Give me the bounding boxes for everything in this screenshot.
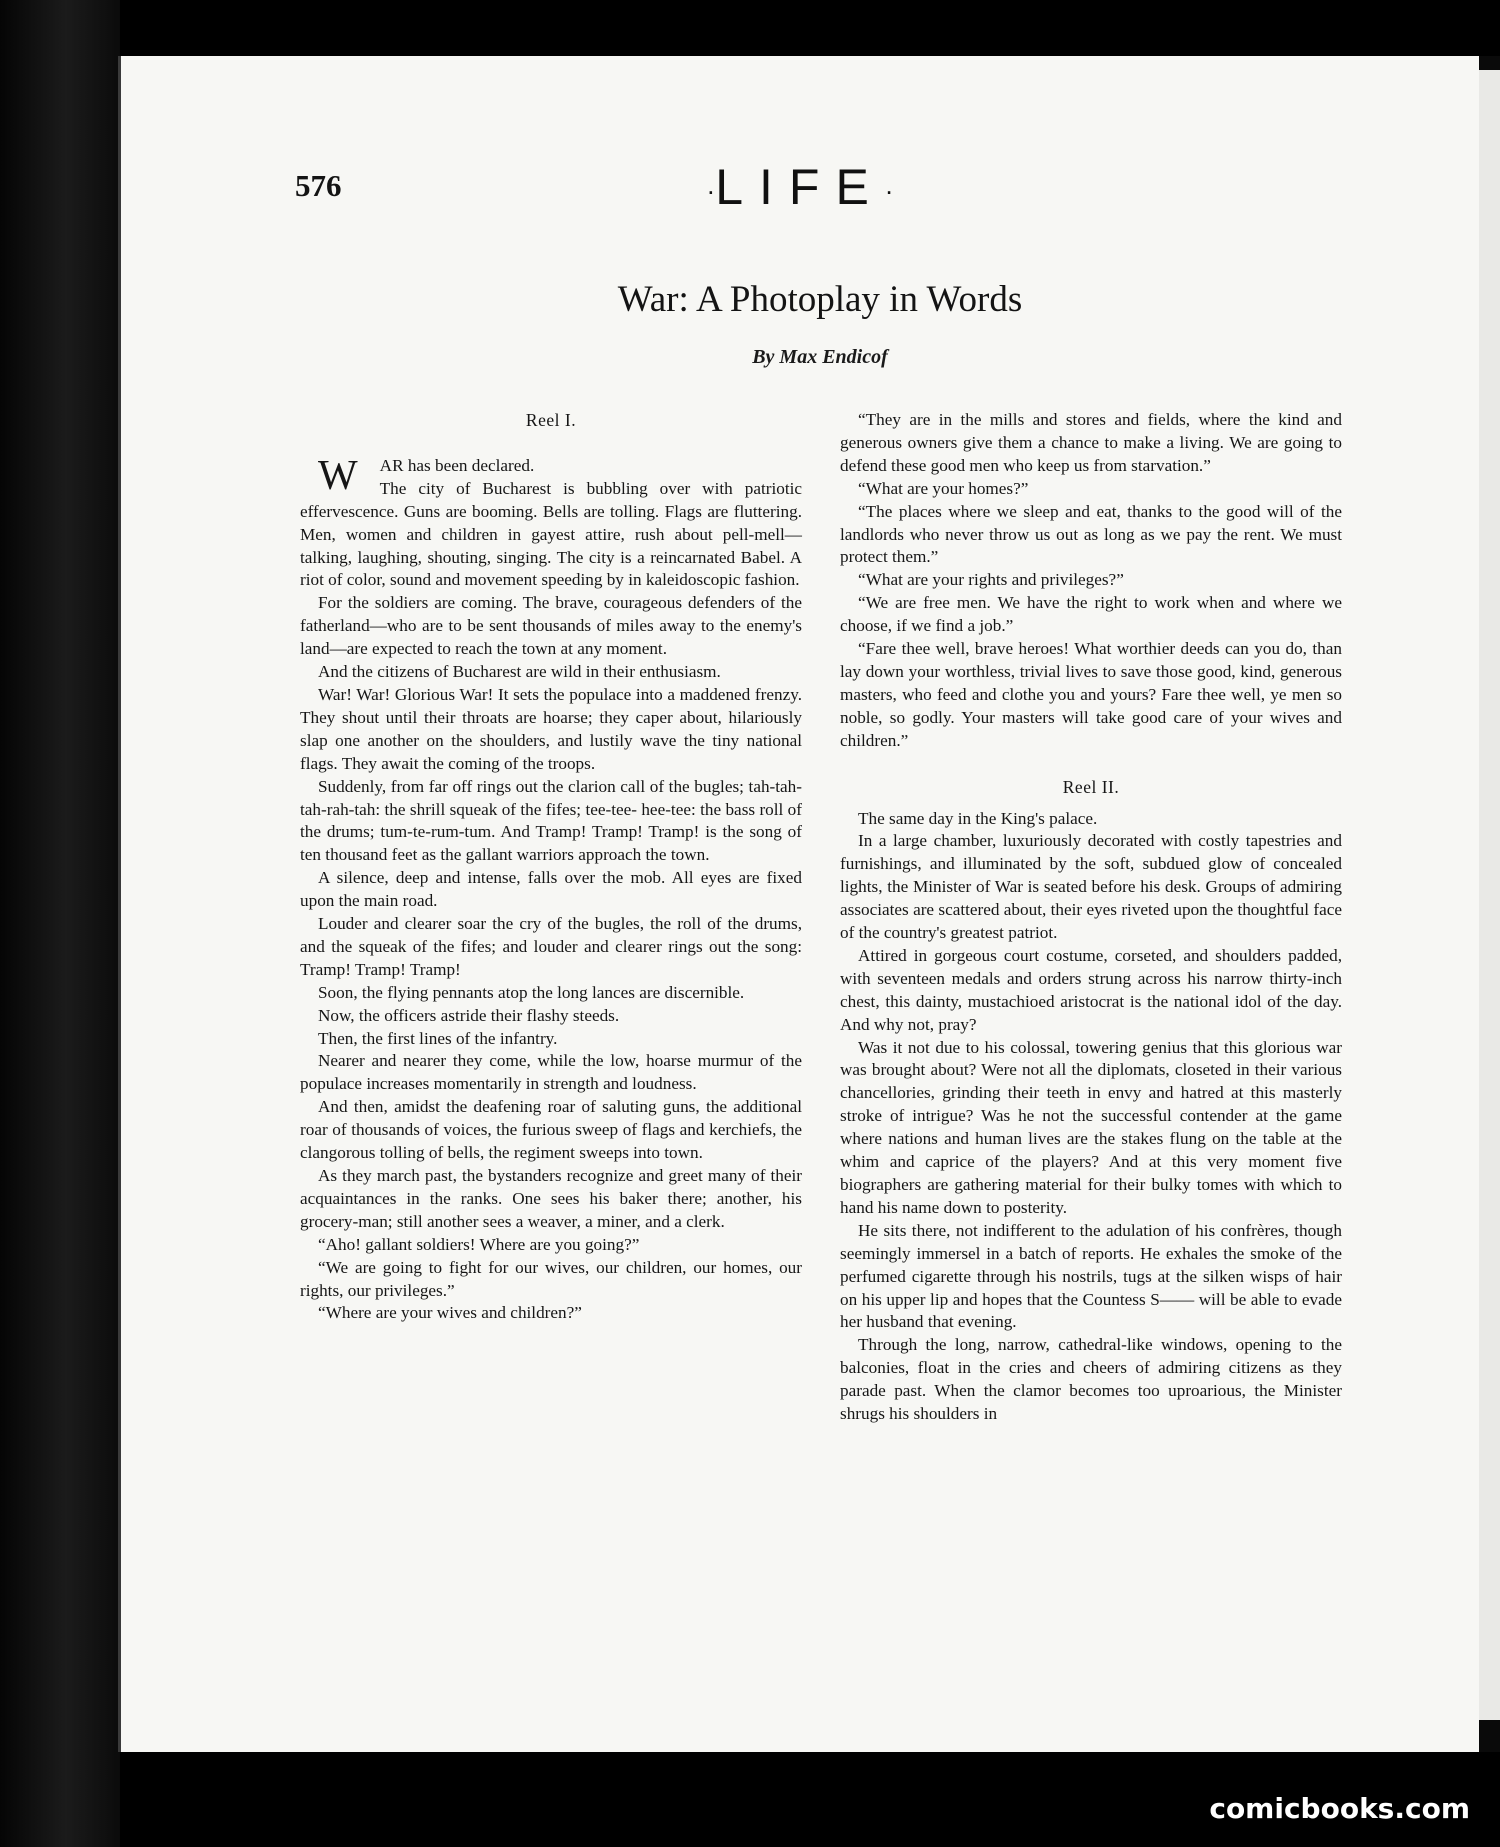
reel-heading-1: Reel I.	[525, 410, 577, 430]
paragraph: Suddenly, from far off rings out the clarion call of the bugles; tah-tah-tah-rah-tah: the shrill squeak of the fifes; tee-tee- hee-tee: the bass roll of the drums; tum-te-rum-tum. And Tramp! Tramp! Tramp! is the song of ten thousand feet as the gallant warriors approach the town.	[300, 776, 802, 865]
reel-heading-2: Reel II.	[1062, 776, 1120, 797]
paragraph: “The places where we sleep and eat, thanks to the good will of the landlords who never throw us out as long as we pay the rent. We must protect them.”	[840, 501, 1342, 567]
paragraph: Was it not due to his colossal, towering genius that this glorious war was brought about? Were not all the diplomats, closeted in their various chancellories, grinding their teeth in envy and hatred at this masterly stroke of intrigue? Was he not the successful contender at the game where nations and human lives are the stakes flung on the table at the whim and caprice of the players? And at this very moment five biographers are gathering material for their bulky tomes with which to hand his name down to posterity.	[840, 1037, 1342, 1217]
paragraph: “We are going to fight for our wives, our children, our homes, our rights, our privileges.”	[300, 1257, 802, 1300]
left-paragraphs	[300, 478, 802, 1326]
paragraph: Nearer and nearer they come, while the low, hoarse murmur of the populace increases momentarily in strength and loudness.	[300, 1051, 802, 1094]
paragraph: And then, amidst the deafening roar of saluting guns, the additional roar of thousands of voices, the furious sweep of flags and kerchiefs, the clangorous tolling of bells, the regiment sweeps into town.	[300, 1097, 802, 1163]
drop-cap: W	[318, 452, 358, 499]
paragraph: And the citizens of Bucharest are wild in their enthusiasm.	[318, 662, 721, 682]
paragraph: “What are your rights and privileges?”	[858, 570, 1124, 590]
paragraph: The city of Bucharest is bubbling over with patriotic effervescence. Guns are booming. Bells are tolling. Flags are fluttering. Men, women and children in gayest attire, rush about pell-mell—talking, laughing, shouting, singing. The city is a reincarnated Babel. A riot of color, sound and movement speeding by in kaleidoscopic fashion.	[300, 478, 802, 590]
left-column	[300, 409, 802, 1325]
masthead-title: LIFE	[715, 159, 885, 215]
paragraph: “What are your homes?”	[858, 478, 1029, 498]
paragraph: Attired in gorgeous court costume, corseted, and shoulders padded, with seventeen medals and orders strung across his narrow thirty-inch chest, this dainty, mustachioed aristocrat is the national idol of the day. And why not, pray?	[840, 945, 1342, 1034]
paragraph: He sits there, not indifferent to the adulation of his confrères, though seemingly immersel in a batch of reports. He exhales the smoke of the perfumed cigarette through his nostrils, tugs at the silken wisps of hair on his upper lip and hopes that the Countess S—— will be able to evade her husband that evening.	[840, 1220, 1342, 1332]
right-paragraphs-top	[840, 409, 1342, 753]
masthead-dot-left: ·	[706, 175, 716, 206]
masthead	[660, 158, 940, 216]
page-number: 576	[295, 168, 342, 203]
right-column	[840, 409, 1342, 1426]
paragraph: Louder and clearer soar the cry of the bugles, the roll of the drums, and the squeak of the fifes; and louder and clearer rings out the song: Tramp! Tramp! Tramp!	[300, 914, 802, 979]
paragraph: As they march past, the bystanders recognize and greet many of their acquaintances in the ranks. One sees his baker there; another, his grocery-man; still another sees a weaver, a miner, and a clerk.	[300, 1166, 802, 1231]
paragraph: The same day in the King's palace.	[858, 808, 1098, 828]
scan-background-left	[0, 0, 120, 1847]
paragraph: “Where are your wives and children?”	[318, 1303, 582, 1323]
article-title: War: A Photoplay in Words	[617, 279, 1023, 320]
paragraph: “They are in the mills and stores and fields, where the kind and generous owners give them a chance to make a living. We are going to defend these good men who keep us from starvation.”	[840, 410, 1342, 475]
paragraph: In a large chamber, luxuriously decorated with costly tapestries and furnishings, and illuminated by the soft, subdued glow of concealed lights, the Minister of War is seated before his desk. Groups of admiring associates are scattered about, their eyes riveted upon the thoughtful face of the country's greatest patriot.	[840, 831, 1342, 943]
paragraph: For the soldiers are coming. The brave, courageous defenders of the fatherland—who are to be sent thousands of miles away to the enemy's land—are expected to reach the town at any moment.	[300, 593, 802, 659]
paragraph: Then, the first lines of the infantry.	[318, 1028, 558, 1048]
paragraph: Through the long, narrow, cathedral-like windows, opening to the balconies, float in the cries and cheers of admiring citizens as they parade past. When the clamor becomes too uproarious, the Minister shrugs his shoulders in	[840, 1335, 1342, 1424]
paragraph: Now, the officers astride their flashy steeds.	[318, 1005, 620, 1025]
right-paragraphs-bottom	[840, 808, 1342, 1426]
paragraph: “Fare thee well, brave heroes! What worthier deeds can you do, than lay down your worthless, trivial lives to save those good, kind, generous masters, who feed and clothe you and yours? Fare thee well, ye men so noble, so godly. Your masters will take good care of your wives and children.”	[840, 639, 1342, 750]
watermark: comicbooks.com	[1209, 1792, 1470, 1825]
paragraph: “Aho! gallant soldiers! Where are you going?”	[318, 1234, 640, 1254]
masthead-dot-right: ·	[884, 175, 894, 206]
paragraph: “We are free men. We have the right to work when and where we choose, if we find a job.”	[840, 593, 1342, 636]
paragraph: A silence, deep and intense, falls over the mob. All eyes are fixed upon the main road.	[300, 868, 802, 911]
opening-paragraph	[300, 452, 802, 499]
paragraph: War! War! Glorious War! It sets the populace into a maddened frenzy. They shout until their throats are hoarse; they caper about, hilariously slap one another on the shoulders, and lustily wave the tiny national flags. They await the coming of the troops.	[300, 684, 802, 773]
opening-line: AR has been declared.	[379, 455, 535, 475]
paragraph: Soon, the flying pennants atop the long lances are discernible.	[318, 982, 745, 1002]
article-byline: By Max Endicof	[752, 346, 888, 368]
